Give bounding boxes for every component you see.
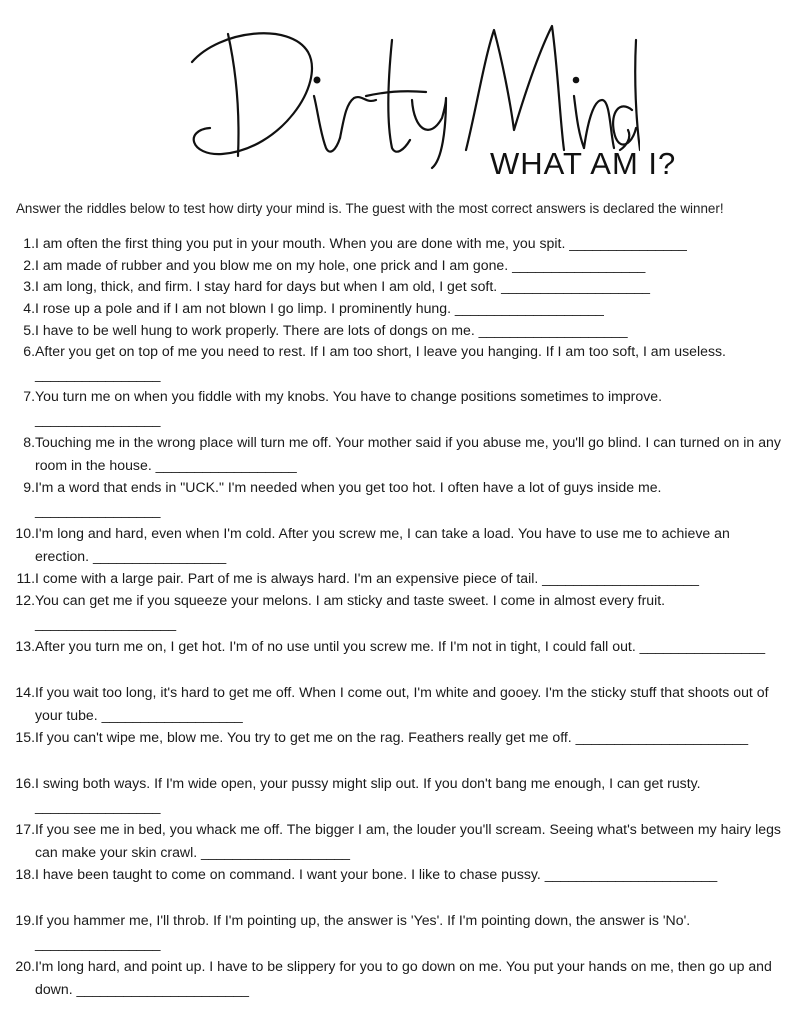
riddle-number: 4.: [23, 300, 35, 317]
riddle-text: I come with a large pair. Part of me is always hard. I'm an expensive piece of tail. ____________________: [35, 570, 699, 587]
riddle-item: [0, 772, 794, 818]
riddle-text: If you see me in bed, you whack me off. The bigger I am, the louder you'll scream. Seeing what's between my hairy legs can make your skin crawl. ___________________: [35, 820, 781, 860]
riddle-number: 20.: [15, 957, 35, 974]
riddle-number: 5.: [23, 321, 35, 338]
riddle-text: Touching me in the wrong place will turn me off. Your mother said if you abuse me, you'll go blind. I can turned on in any room in the house. __________________: [35, 434, 781, 474]
riddle-text: You turn me on when you fiddle with my knobs. You have to change positions sometimes to improve. ________________: [35, 388, 663, 428]
riddle-text: I have been taught to come on command. I want your bone. I like to chase pussy. ______________________: [35, 865, 718, 882]
riddle-item: [0, 635, 794, 681]
riddle-item: [0, 681, 794, 726]
riddle-item: [0, 340, 794, 385]
riddle-item: [0, 522, 794, 567]
riddle-item: [0, 567, 794, 589]
riddle-text: After you get on top of me you need to rest. If I am too short, I leave you hanging. If I am too soft, I am useless. ________________: [35, 343, 726, 383]
riddle-number: 6.: [23, 343, 35, 360]
riddle-number: 3.: [23, 278, 35, 295]
riddle-number: 19.: [15, 911, 35, 928]
riddle-item: [0, 385, 794, 431]
riddle-item: [0, 726, 794, 772]
riddle-text: You can get me if you squeeze your melons. I am sticky and taste sweet. I come in almost every fruit. __________________: [35, 592, 666, 632]
riddle-text: I swing both ways. If I'm wide open, your pussy might slip out. If you don't bang me enough, I can get rusty. ________________: [35, 775, 701, 815]
riddle-text: If you hammer me, I'll throb. If I'm pointing up, the answer is 'Yes'. If I'm pointing down, the answer is 'No'. ________________: [35, 911, 691, 951]
riddle-text: After you turn me on, I get hot. I'm of no use until you screw me. If I'm not in tight, I could fall out. ________________: [35, 638, 766, 655]
riddle-number: 1.: [23, 235, 35, 251]
riddle-number: 7.: [23, 388, 35, 405]
riddle-item: [0, 909, 794, 955]
riddle-text: If you can't wipe me, blow me. You try to get me on the rag. Feathers really get me off. ______________________: [35, 729, 749, 746]
riddle-number: 12.: [15, 592, 35, 609]
riddle-number: 13.: [15, 638, 35, 655]
riddle-item: [0, 818, 794, 863]
riddle-number: 15.: [15, 729, 35, 746]
riddle-item: [0, 589, 794, 635]
riddle-item: [0, 431, 794, 476]
riddle-number: 17.: [15, 820, 35, 837]
riddle-item: [0, 863, 794, 909]
riddle-number: 8.: [23, 434, 35, 451]
riddle-text: I'm long and hard, even when I'm cold. After you screw me, I can take a load. You have to use me to achieve an erection. _________________: [35, 525, 730, 565]
riddle-item: [0, 254, 794, 276]
title-block: [0, 0, 794, 190]
riddle-number: 14.: [15, 684, 35, 701]
riddle-text: If you wait too long, it's hard to get me off. When I come out, I'm white and gooey. I'm the sticky stuff that shoots out of your tube. __________________: [35, 684, 769, 724]
riddle-item: [0, 476, 794, 522]
riddle-item: [0, 275, 794, 297]
script-title-lettering: [180, 0, 640, 170]
riddle-text: I am often the first thing you put in your mouth. When you are done with me, you spit. _______________: [35, 235, 687, 251]
riddle-text: I am long, thick, and firm. I stay hard for days but when I am old, I get soft. ___________________: [35, 278, 651, 295]
riddle-text: I rose up a pole and if I am not blown I go limp. I prominently hung. ___________________: [35, 300, 604, 317]
riddle-text: I'm a word that ends in "UCK." I'm needed when you get too hot. I often have a lot of guys inside me. ________________: [35, 479, 662, 519]
riddle-number: 9.: [23, 479, 35, 496]
riddle-number: 10.: [15, 525, 35, 542]
instructions: Answer the riddles below to test how dirty your mind is. The guest with the most correct answers is declared the winner!: [16, 201, 724, 216]
riddle-number: 16.: [15, 775, 35, 792]
subtitle: WHAT AM I?: [490, 146, 677, 181]
riddle-item: [0, 297, 794, 319]
riddle-text: I have to be well hung to work properly. There are lots of dongs on me. ___________________: [35, 321, 628, 338]
riddle-number: 2.: [23, 256, 35, 273]
riddle-number: 11.: [16, 570, 35, 587]
riddle-item: [0, 955, 794, 1001]
riddle-item: [0, 319, 794, 341]
riddle-item: [0, 232, 794, 254]
riddle-list: [0, 232, 794, 1001]
riddle-text: I am made of rubber and you blow me on my hole, one prick and I am gone. _________________: [35, 256, 646, 273]
riddle-text: I'm long hard, and point up. I have to be slippery for you to go down on me. You put your hands on me, then go up and down. ______________________: [35, 957, 772, 997]
riddle-number: 18.: [15, 865, 35, 882]
